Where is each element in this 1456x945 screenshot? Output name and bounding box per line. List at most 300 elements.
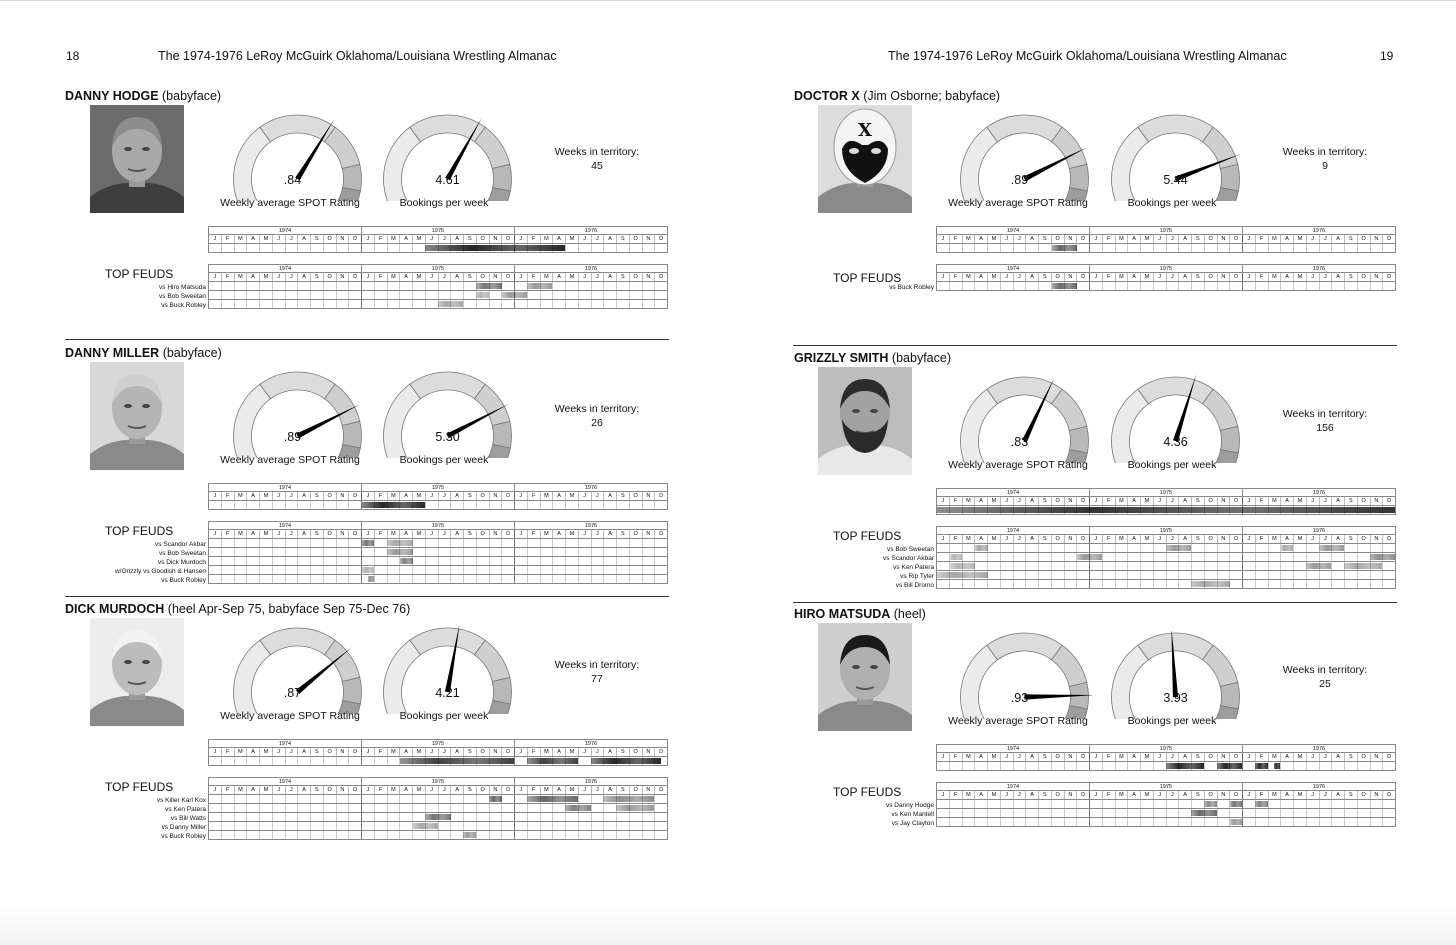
month-cell: [361, 813, 374, 821]
month-cell: [1306, 580, 1319, 588]
bookings-value: 4.61: [435, 173, 460, 187]
month-cell: [387, 557, 400, 565]
month-label: J: [1153, 791, 1166, 799]
month-label: O: [476, 748, 489, 756]
month-cell: [438, 804, 451, 812]
activity-bar: [438, 301, 463, 307]
month-cell: [259, 575, 272, 583]
month-label: J: [1306, 753, 1319, 761]
month-cell: [1166, 580, 1179, 588]
activity-bar: [362, 540, 375, 546]
month-cell: [209, 300, 221, 308]
month-cell: [974, 762, 987, 770]
month-label: A: [1178, 273, 1191, 281]
month-cell: [297, 300, 310, 308]
month-cell: [1000, 282, 1013, 290]
month-cell: [603, 291, 616, 299]
month-cell: [272, 575, 285, 583]
month-cell: [527, 804, 540, 812]
month-cell: [1370, 580, 1383, 588]
month-cell: [1293, 562, 1306, 570]
month-label: M: [412, 530, 425, 538]
gauge-band: [961, 127, 998, 201]
month-label: F: [374, 273, 387, 281]
month-cell: [1064, 800, 1077, 808]
month-cell: [987, 553, 1000, 561]
month-cell: [1153, 282, 1166, 290]
month-cell: [1102, 282, 1115, 290]
month-cell: [962, 762, 975, 770]
month-cell: [348, 822, 361, 830]
month-cell: [552, 501, 565, 509]
activity-bar: [400, 558, 413, 564]
month-cell: [1191, 553, 1204, 561]
month-label: J: [1013, 497, 1026, 505]
bookings-gauge: [1108, 113, 1243, 201]
month-label: A: [297, 748, 310, 756]
month-label: J: [514, 273, 527, 281]
month-cell: [937, 282, 949, 290]
month-label: M: [234, 748, 247, 756]
month-cell: [1306, 571, 1319, 579]
month-cell: [234, 501, 247, 509]
month-cell: [285, 557, 298, 565]
month-label: A: [974, 273, 987, 281]
month-cell: [1178, 580, 1191, 588]
month-label: N: [642, 786, 655, 794]
month-label: A: [399, 748, 412, 756]
month-cell: [425, 795, 438, 803]
activity-bar: [950, 563, 975, 569]
month-cell: [540, 557, 553, 565]
month-cell: [489, 501, 502, 509]
month-cell: [285, 244, 298, 252]
territory-presence-timeline: [936, 488, 1396, 515]
month-cell: [987, 818, 1000, 826]
month-cell: [1076, 580, 1089, 588]
month-label: A: [552, 235, 565, 243]
month-cell: [1382, 562, 1395, 570]
month-cell: [412, 244, 425, 252]
month-label: F: [1102, 535, 1115, 543]
activity-bar: [591, 758, 661, 764]
month-cell: [1166, 571, 1179, 579]
month-cell: [1102, 800, 1115, 808]
month-cell: [1344, 762, 1357, 770]
top-feuds-heading: TOP FEUDS: [833, 785, 902, 799]
month-cell: [540, 822, 553, 830]
month-cell: [552, 291, 565, 299]
month-label: S: [1038, 535, 1051, 543]
timeline-months: [936, 234, 1396, 244]
month-cell: [221, 566, 234, 574]
month-cell: [565, 831, 578, 839]
month-cell: [387, 757, 400, 765]
month-label: S: [616, 492, 629, 500]
month-cell: [654, 282, 667, 290]
feud-label: vs Danny Miller: [161, 824, 206, 831]
month-cell: [540, 566, 553, 574]
feud-label: vs Killer Karl Kox: [156, 797, 206, 804]
month-label: A: [1127, 753, 1140, 761]
month-cell: [629, 575, 642, 583]
month-cell: [1204, 244, 1217, 252]
gauge-band: [961, 645, 998, 719]
year-label: 1974: [1006, 784, 1020, 790]
month-cell: [310, 795, 323, 803]
month-label: J: [213, 787, 217, 793]
month-cell: [1280, 580, 1293, 588]
spot-rating-value: .87: [283, 686, 302, 700]
month-cell: [348, 539, 361, 547]
month-cell: [450, 813, 463, 821]
month-cell: [1344, 580, 1357, 588]
month-cell: [591, 557, 604, 565]
month-label: A: [450, 492, 463, 500]
activity-bar: [1306, 563, 1331, 569]
month-label: M: [387, 786, 400, 794]
month-cell: [591, 795, 604, 803]
page-number: 18: [66, 49, 80, 63]
month-cell: [323, 757, 336, 765]
month-label: O: [323, 492, 336, 500]
month-label: O: [323, 786, 336, 794]
month-label: M: [540, 786, 553, 794]
bookings-value: 5.30: [435, 430, 460, 444]
month-label: S: [463, 748, 476, 756]
spot-rating-value: .93: [1010, 691, 1029, 705]
month-label: N: [336, 492, 349, 500]
feud-label: vs Ken Patera: [893, 564, 934, 571]
month-label: F: [1255, 791, 1268, 799]
month-cell: [552, 822, 565, 830]
month-label: J: [425, 492, 438, 500]
month-cell: [987, 762, 1000, 770]
month-label: D: [654, 235, 667, 243]
wrestler-name-heading: [794, 89, 1000, 103]
month-cell: [1217, 282, 1230, 290]
timeline-row: [936, 544, 1396, 553]
month-cell: [501, 575, 514, 583]
month-cell: [603, 244, 616, 252]
month-cell: [361, 831, 374, 839]
month-cell: [1064, 544, 1077, 552]
month-cell: [1051, 762, 1064, 770]
month-cell: [450, 291, 463, 299]
wrestler-name: DICK MURDOCH: [65, 602, 165, 616]
month-cell: [1000, 562, 1013, 570]
month-cell: [565, 548, 578, 556]
timeline-row: [936, 553, 1396, 562]
bookings-gauge: [380, 626, 515, 714]
month-cell: [399, 244, 412, 252]
month-label: J: [361, 273, 374, 281]
activity-bar: [616, 805, 654, 811]
month-cell: [1153, 571, 1166, 579]
month-cell: [450, 795, 463, 803]
month-cell: [591, 813, 604, 821]
month-cell: [603, 566, 616, 574]
month-cell: [1344, 244, 1357, 252]
month-label: J: [578, 748, 591, 756]
month-cell: [1319, 762, 1332, 770]
month-cell: [412, 795, 425, 803]
month-cell: [616, 548, 629, 556]
month-cell: [642, 501, 655, 509]
gauge-band: [1112, 389, 1149, 463]
activity-bar: [1319, 545, 1344, 551]
month-cell: [489, 575, 502, 583]
spot-rating-value: .83: [1010, 435, 1029, 449]
month-cell: [489, 300, 502, 308]
month-cell: [361, 557, 374, 565]
month-cell: [1025, 580, 1038, 588]
month-cell: [476, 795, 489, 803]
month-label: J: [438, 530, 451, 538]
month-cell: [1115, 553, 1128, 561]
month-cell: [285, 831, 298, 839]
activity-bar: [1217, 763, 1242, 769]
year-label: 1975: [361, 265, 514, 272]
spot-rating-value: .89: [283, 430, 302, 444]
month-cell: [310, 822, 323, 830]
month-cell: [1370, 571, 1383, 579]
month-cell: [1242, 244, 1255, 252]
month-cell: [272, 813, 285, 821]
month-cell: [642, 291, 655, 299]
month-cell: [974, 244, 987, 252]
month-cell: [259, 501, 272, 509]
month-cell: [1331, 800, 1344, 808]
month-cell: [412, 831, 425, 839]
month-cell: [387, 795, 400, 803]
month-label: O: [1051, 497, 1064, 505]
month-label: J: [1166, 273, 1179, 281]
month-cell: [259, 557, 272, 565]
month-cell: [1089, 818, 1102, 826]
timeline-years: [208, 226, 668, 234]
month-cell: [246, 831, 259, 839]
month-cell: [540, 575, 553, 583]
month-cell: [1038, 282, 1051, 290]
timeline-row: [208, 804, 668, 813]
month-label: F: [527, 530, 540, 538]
month-cell: [1140, 544, 1153, 552]
month-cell: [616, 282, 629, 290]
month-cell: [1013, 818, 1026, 826]
activity-bar: [1274, 763, 1280, 769]
month-label: A: [603, 235, 616, 243]
year-label: 1975: [1089, 745, 1242, 752]
month-cell: [1127, 244, 1140, 252]
month-cell: [272, 831, 285, 839]
month-label: S: [463, 273, 476, 281]
month-cell: [1166, 809, 1179, 817]
month-label: J: [213, 236, 217, 242]
month-cell: [1382, 800, 1395, 808]
month-cell: [1255, 818, 1268, 826]
month-cell: [616, 813, 629, 821]
timeline-months: [208, 234, 668, 244]
month-cell: [974, 818, 987, 826]
month-label: J: [1306, 235, 1319, 243]
month-cell: [272, 244, 285, 252]
month-cell: [1089, 544, 1102, 552]
month-cell: [425, 557, 438, 565]
month-cell: [297, 282, 310, 290]
month-label: O: [1204, 235, 1217, 243]
month-cell: [1306, 818, 1319, 826]
bookings-value: 4.36: [1163, 435, 1188, 449]
timeline-years: [208, 521, 668, 529]
month-label: O: [323, 235, 336, 243]
month-label: M: [565, 530, 578, 538]
month-cell: [1178, 562, 1191, 570]
month-cell: [1115, 244, 1128, 252]
month-cell: [1115, 818, 1128, 826]
month-label: F: [527, 235, 540, 243]
month-label: F: [374, 786, 387, 794]
month-label: J: [425, 235, 438, 243]
month-label: J: [1000, 273, 1013, 281]
month-label: A: [297, 786, 310, 794]
month-label: S: [1191, 535, 1204, 543]
month-label: O: [1051, 753, 1064, 761]
month-label: O: [1051, 535, 1064, 543]
weeks-value: 77: [591, 673, 603, 685]
month-cell: [1140, 818, 1153, 826]
spot-rating-value: .89: [1010, 173, 1029, 187]
month-cell: [1370, 809, 1383, 817]
month-label: J: [514, 492, 527, 500]
timeline-months: [936, 496, 1396, 506]
month-label: N: [489, 492, 502, 500]
month-cell: [642, 244, 655, 252]
month-label: S: [616, 786, 629, 794]
month-cell: [323, 501, 336, 509]
month-cell: [246, 813, 259, 821]
month-cell: [578, 300, 591, 308]
month-label: D: [1229, 791, 1242, 799]
month-label: J: [1013, 273, 1026, 281]
month-cell: [1255, 571, 1268, 579]
month-cell: [476, 575, 489, 583]
month-label: M: [1268, 753, 1281, 761]
month-cell: [310, 804, 323, 812]
month-cell: [399, 566, 412, 574]
activity-bar: [1052, 283, 1077, 289]
month-cell: [1102, 544, 1115, 552]
month-cell: [438, 557, 451, 565]
month-cell: [1382, 282, 1395, 290]
bookings-value: 3.93: [1163, 691, 1188, 705]
month-cell: [234, 813, 247, 821]
month-cell: [501, 282, 514, 290]
month-label: J: [1013, 535, 1026, 543]
month-cell: [1268, 580, 1281, 588]
month-cell: [387, 822, 400, 830]
month-cell: [1319, 244, 1332, 252]
activity-bar: [1052, 245, 1077, 251]
month-label: J: [941, 754, 945, 760]
month-cell: [209, 804, 221, 812]
month-cell: [450, 539, 463, 547]
month-cell: [297, 575, 310, 583]
month-label: M: [962, 791, 975, 799]
month-cell: [209, 557, 221, 565]
year-label: 1975: [1089, 265, 1242, 272]
month-cell: [1013, 544, 1026, 552]
month-cell: [438, 282, 451, 290]
month-label: A: [552, 786, 565, 794]
month-cell: [937, 553, 949, 561]
top-feuds-timeline: [883, 526, 1396, 589]
month-cell: [387, 575, 400, 583]
month-label: J: [1306, 791, 1319, 799]
month-label: D: [501, 786, 514, 794]
month-cell: [1204, 562, 1217, 570]
year-label: 1976: [514, 227, 667, 234]
month-cell: [1051, 553, 1064, 561]
month-label: N: [1217, 273, 1230, 281]
month-cell: [1280, 571, 1293, 579]
activity-bar: [476, 292, 489, 298]
month-label: A: [1280, 497, 1293, 505]
feud-label: vs Jay Clayton: [891, 820, 934, 827]
month-cell: [962, 818, 975, 826]
month-cell: [501, 804, 514, 812]
month-cell: [310, 757, 323, 765]
month-cell: [1217, 818, 1230, 826]
month-cell: [1319, 282, 1332, 290]
weeks-label: Weeks in territory:: [554, 403, 640, 415]
month-label: M: [234, 492, 247, 500]
month-cell: [463, 566, 476, 574]
month-cell: [272, 539, 285, 547]
month-label: J: [425, 786, 438, 794]
month-cell: [552, 566, 565, 574]
month-cell: [591, 831, 604, 839]
month-cell: [565, 501, 578, 509]
month-label: S: [463, 530, 476, 538]
month-label: J: [514, 786, 527, 794]
month-cell: [1229, 282, 1242, 290]
month-cell: [323, 291, 336, 299]
month-label: N: [1064, 497, 1077, 505]
month-cell: [578, 822, 591, 830]
month-cell: [221, 501, 234, 509]
month-label: O: [1204, 791, 1217, 799]
month-cell: [1280, 562, 1293, 570]
month-cell: [425, 291, 438, 299]
month-label: A: [246, 273, 259, 281]
month-label: J: [285, 748, 298, 756]
month-cell: [259, 795, 272, 803]
month-label: A: [1127, 535, 1140, 543]
month-cell: [209, 757, 221, 765]
month-cell: [209, 795, 221, 803]
month-cell: [1255, 580, 1268, 588]
month-cell: [1102, 244, 1115, 252]
month-cell: [1268, 571, 1281, 579]
timeline-years: [208, 777, 668, 785]
month-cell: [361, 804, 374, 812]
month-cell: [1357, 580, 1370, 588]
month-label: A: [603, 786, 616, 794]
top-feuds-heading: TOP FEUDS: [105, 780, 174, 794]
month-label: A: [1331, 753, 1344, 761]
month-cell: [1357, 553, 1370, 561]
